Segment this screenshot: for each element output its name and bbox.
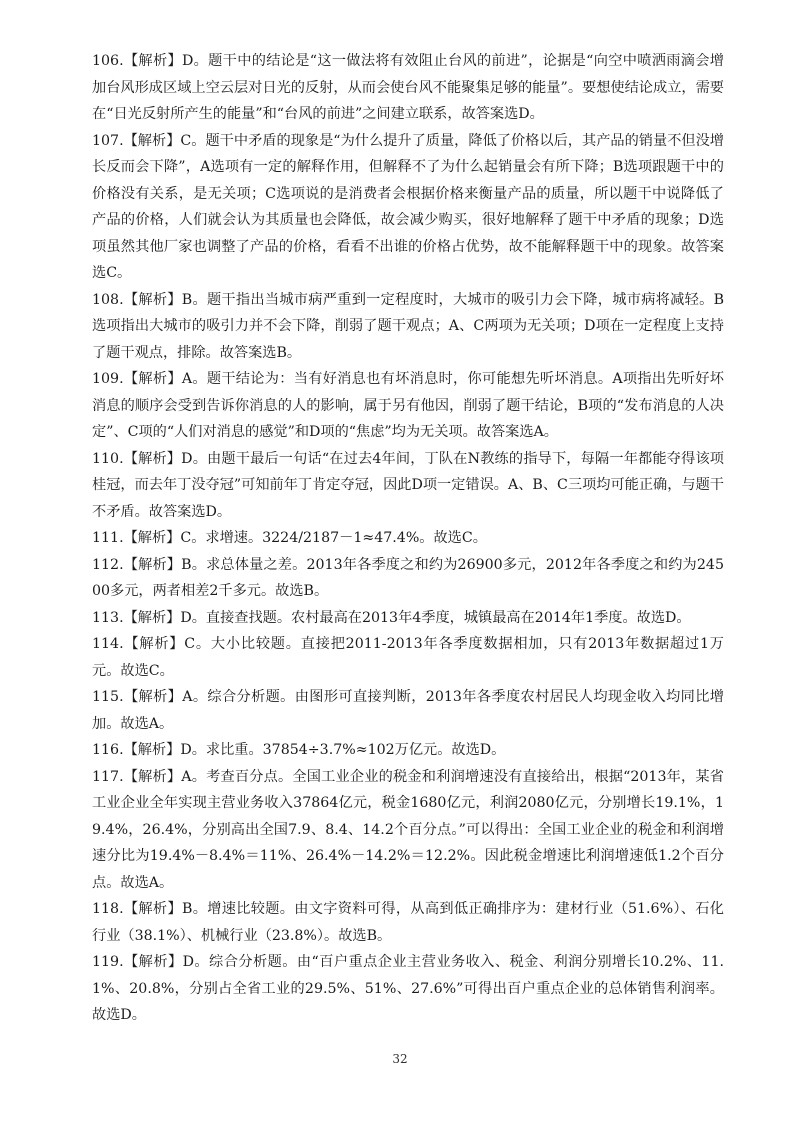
answer-106: 106.【解析】D。题干中的结论是“这一做法将有效阻止台风的前进”，论据是“向空中喷洒雨滴会增加台风形成区域上空云层对日光的反射，从而会使台风不能聚集足够的能量”。要想使结论成立，需要在“日光反射所产生的能量”和“台风的前进”之间建立联系，故答案选D。	[92, 53, 724, 122]
answer-119: 119.【解析】D。综合分析题。由“百户重点企业主营业务收入、税金、利润分别增长10.2%、11.1%、20.8%，分别占全省工业的29.5%、51%、27.6%”可得出百户重点企业的总体销售利润率。故选D。	[92, 954, 724, 1023]
answer-116: 116.【解析】D。求比重。37854÷3.7%≈102万亿元。故选D。	[92, 742, 506, 758]
answer-117: 117.【解析】A。考查百分点。全国工业企业的税金和利润增速没有直接给出，根据“2013年，某省工业企业全年实现主营业务收入37864亿元，税金1680亿元，利润2080亿元，分别增长19.1%，19.4%，26.4%，分别高出全国7.9、8.4、14.2个百分点。”可以得出：全国工业企业的税金和利润增速分比为19.4%－8.4%＝11%、26.4%－14.2%＝12.2%。因此税金增速比利润增速低1.2个百分点。故选A。	[92, 768, 724, 891]
answer-111: 111.【解析】C。求增速。3224/2187－1≈47.4%。故选C。	[92, 530, 487, 546]
answer-114: 114.【解析】C。大小比较题。直接把2011-2013年各季度数据相加，只有2013年数据超过1万元。故选C。	[92, 636, 724, 679]
answer-113: 113.【解析】D。直接查找题。农村最高在2013年4季度，城镇最高在2014年1季度。故选D。	[92, 609, 691, 626]
answer-108: 108.【解析】B。题干指出当城市病严重到一定程度时，大城市的吸引力会下降，城市病将减轻。B选项指出大城市的吸引力并不会下降，削弱了题干观点；A、C两项为无关项；D项在一定程度上支持了题干观点，排除。故答案选B。	[92, 291, 724, 361]
answer-118: 118.【解析】B。增速比较题。由文字资料可得，从高到低正确排序为：建材行业（51.6%）、石化行业（38.1%）、机械行业（23.8%）。故选B。	[92, 901, 724, 944]
answer-107: 107.【解析】C。题干中矛盾的现象是“为什么提升了质量，降低了价格以后，其产品的销量不但没增长反而会下降”，A选项有一定的解释作用，但解释不了为什么起销量会有所下降；B选项跟题干中的价格没有关系，是无关项；C选项说的是消费者会根据价格来衡量产品的质量，所以题干中说降低了产品的价格，人们就会认为其质量也会降低，故会减少购买，很好地解释了题干中矛盾的现象；D选项虽然其他厂家也调整了产品的价格，看看不出谁的价格占优势，故不能解释题干中的现象。故答案选C。	[92, 132, 724, 281]
answer-109: 109.【解析】A。题干结论为：当有好消息也有坏消息时，你可能想先听坏消息。A项指出先听好坏消息的顺序会受到告诉你消息的人的影响，属于另有他因，削弱了题干结论，B项的“发布消息的人决定”、C项的“人们对消息的感觉”和D项的“焦虑”均为无关项。故答案选A。	[92, 371, 724, 440]
answer-115: 115.【解析】A。综合分析题。由图形可直接判断，2013年各季度农村居民人均现金收入均同比增加。故选A。	[92, 689, 724, 732]
document-body	[92, 48, 724, 1029]
answer-110: 110.【解析】D。由题干最后一句话“在过去4年间，丁队在N教练的指导下，每隔一年都能夺得该项桂冠，而去年丁没夺冠”可知前年丁肯定夺冠，因此D项一定错误。A、B、C三项均可能正确，与题干不矛盾。故答案选D。	[92, 450, 724, 520]
page-number: 32	[392, 1052, 408, 1066]
answer-112: 112.【解析】B。求总体量之差。2013年各季度之和约为26900多元，2012年各季度之和约为24500多元，两者相差2千多元。故选B。	[92, 556, 724, 599]
